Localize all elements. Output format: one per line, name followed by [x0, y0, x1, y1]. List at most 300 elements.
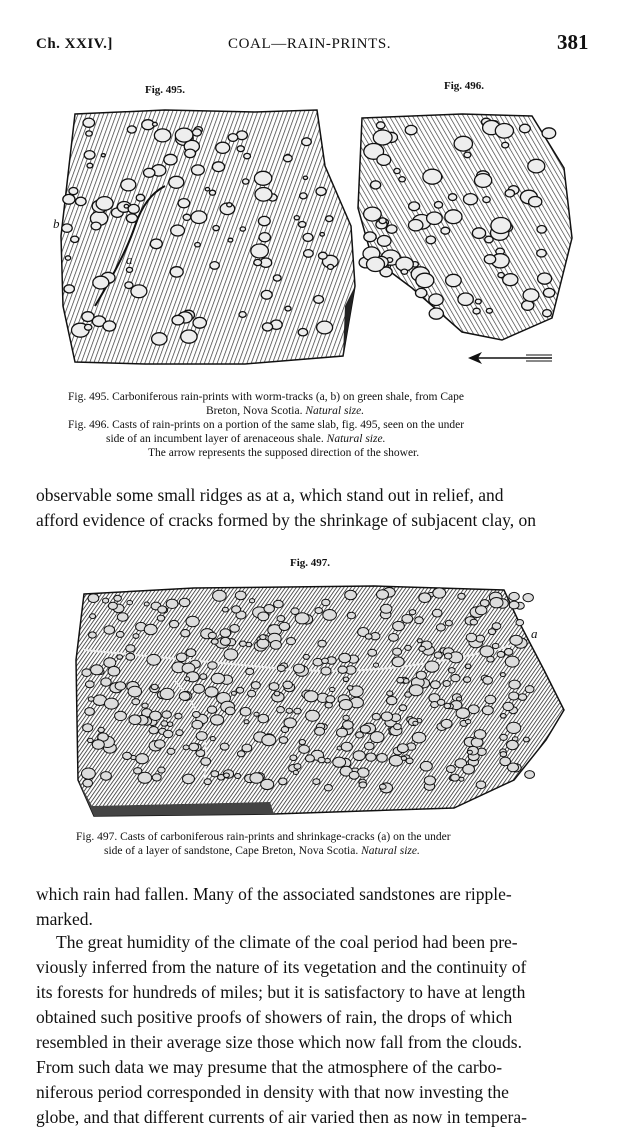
rain-print-pit	[505, 190, 514, 197]
rain-print-pit	[429, 294, 443, 306]
text-line: From such data we may presume that the atmosphere of the carbo-	[36, 1057, 503, 1077]
paragraph-2	[36, 882, 596, 932]
text-line: viously inferred from the nature of its vegetation and the continuity of	[36, 957, 527, 977]
rain-print-pit	[360, 725, 370, 733]
rain-print-pit	[116, 631, 124, 637]
rain-print-pit	[279, 622, 289, 630]
rain-print-pit	[426, 236, 436, 244]
rain-print-pit	[339, 700, 352, 710]
rain-print-pit	[304, 250, 314, 258]
rain-print-pit	[82, 768, 96, 779]
rain-print-pit	[299, 745, 310, 753]
rain-print-pit	[158, 606, 167, 613]
rain-print-pit	[232, 606, 241, 613]
rain-print-pit	[402, 615, 413, 624]
rain-print-pit	[259, 233, 270, 242]
rain-print-pit	[463, 765, 475, 775]
rain-print-pit	[364, 207, 382, 221]
rain-print-pit	[262, 323, 272, 331]
rain-print-pit	[166, 599, 178, 608]
running-title: COAL—RAIN-PRINTS.	[228, 36, 392, 52]
rain-print-pit	[436, 624, 445, 631]
rain-print-pit	[330, 687, 335, 691]
rain-print-pit	[251, 682, 260, 689]
rain-print-pit	[443, 681, 450, 687]
rain-print-pit	[316, 187, 326, 195]
fig-496-label: Fig. 496.	[444, 80, 485, 92]
rain-print-pit	[497, 651, 505, 657]
rain-print-pit	[373, 663, 378, 667]
fig-497-label: Fig. 497.	[290, 557, 331, 569]
rain-print-pit	[220, 637, 230, 645]
rain-print-pit	[133, 634, 139, 639]
rain-print-pit	[131, 285, 147, 298]
rain-print-pit	[492, 643, 499, 648]
rain-print-pit	[498, 273, 504, 278]
rain-print-pit	[115, 711, 127, 720]
rain-print-pit	[318, 757, 325, 763]
rain-print-pit	[211, 673, 224, 684]
rain-print-pit	[518, 694, 526, 701]
rain-print-pit	[447, 766, 456, 773]
rain-print-pit	[127, 600, 133, 604]
rain-print-pit	[89, 632, 97, 638]
rain-print-pit	[170, 620, 179, 627]
rain-print-pit	[220, 743, 229, 750]
rain-print-pit	[150, 711, 162, 720]
rain-print-pit	[186, 616, 199, 627]
rain-print-pit	[273, 275, 281, 281]
rain-print-pit	[315, 608, 323, 614]
rain-print-pit	[269, 683, 279, 691]
rain-print-pit	[285, 306, 291, 311]
rain-print-pit	[405, 125, 417, 134]
rain-print-pit	[261, 290, 272, 299]
rain-print-pit	[397, 744, 408, 753]
rain-print-pit	[319, 252, 328, 259]
caption-line: Fig. 496. Casts of rain-prints on a portion of the same slab, fig. 495, seen on the under	[68, 419, 465, 431]
rain-print-pit	[399, 177, 406, 182]
rain-print-pit	[205, 687, 218, 697]
rain-print-pit	[101, 154, 105, 157]
rain-print-pit	[529, 197, 542, 207]
rain-print-pit	[211, 639, 218, 644]
rain-print-pit	[183, 745, 189, 750]
rain-print-pit	[528, 159, 545, 173]
rain-print-pit	[114, 595, 122, 601]
rain-print-pit	[537, 249, 547, 257]
rain-print-pit	[417, 639, 422, 643]
rain-print-pit	[434, 652, 442, 658]
rain-print-pit	[343, 715, 349, 720]
rain-print-pit	[542, 128, 556, 139]
rain-print-pit	[434, 202, 442, 209]
text-line: niferous period corresponded in density with that now investing the	[36, 1082, 509, 1102]
rain-print-pit	[294, 708, 301, 714]
rain-print-pit	[185, 149, 196, 158]
rain-print-pit	[507, 740, 519, 749]
rain-print-pit	[377, 590, 389, 600]
rain-print-pit	[377, 154, 391, 165]
rain-print-pit	[191, 211, 207, 224]
rain-print-pit	[304, 691, 318, 702]
rain-print-pit	[366, 753, 376, 761]
text-line: The great humidity of the climate of the coal period had been pre-	[56, 932, 518, 952]
rain-print-pit	[324, 785, 332, 791]
rain-print-pit	[365, 742, 375, 750]
rain-print-pit	[237, 146, 244, 152]
rain-print-pit	[86, 131, 93, 136]
rain-print-pit	[129, 715, 141, 725]
rain-print-pit	[483, 676, 493, 684]
rain-print-pit	[379, 218, 386, 224]
rain-print-pit	[432, 609, 442, 617]
rain-print-pit	[179, 598, 190, 606]
rain-print-pit	[467, 750, 472, 754]
rain-print-pit	[250, 773, 263, 784]
rain-print-pit	[104, 626, 115, 634]
rain-print-pit	[476, 635, 485, 642]
rain-print-pit	[409, 685, 423, 696]
rain-print-pit	[183, 774, 195, 784]
rain-print-pit	[277, 707, 285, 713]
rain-print-pit	[103, 321, 116, 331]
rain-print-pit	[364, 232, 376, 242]
rain-print-pit	[429, 308, 443, 319]
rain-print-pit	[509, 592, 519, 600]
rain-print-pit	[320, 233, 324, 237]
rain-print-pit	[333, 757, 346, 767]
rain-print-pit	[341, 742, 352, 751]
rain-print-pit	[466, 633, 476, 641]
rain-print-pit	[465, 664, 471, 669]
rain-print-pit	[347, 686, 353, 691]
rain-print-pit	[224, 773, 230, 778]
rain-print-pit	[136, 754, 149, 764]
rain-print-pit	[295, 613, 309, 624]
rain-print-pit	[299, 740, 305, 745]
rain-print-pit	[416, 288, 427, 297]
rain-print-pit	[210, 737, 215, 741]
rain-print-pit	[306, 710, 320, 721]
rain-print-pit	[387, 696, 397, 704]
rain-print-pit	[179, 692, 190, 701]
rain-print-pit	[503, 274, 518, 286]
rain-print-pit	[212, 162, 224, 172]
shower-direction-arrow-icon	[466, 350, 556, 366]
rain-print-pit	[151, 684, 158, 689]
rain-print-pit	[155, 740, 166, 749]
rain-print-pit	[254, 259, 262, 265]
rain-print-pit	[448, 194, 456, 201]
rain-print-pit	[98, 727, 104, 732]
rain-print-pit	[164, 154, 177, 165]
rain-print-pit	[416, 273, 434, 287]
rain-print-pit	[274, 691, 280, 696]
rain-print-pit	[91, 222, 101, 230]
rain-print-pit	[431, 681, 441, 689]
rain-print-pit	[63, 194, 75, 204]
rain-print-pit	[246, 668, 254, 674]
rain-print-pit	[500, 714, 506, 719]
rain-print-pit	[538, 273, 552, 284]
rain-print-pit	[464, 152, 471, 158]
fig-495-label: Fig. 495.	[145, 84, 186, 96]
rain-print-pit	[220, 629, 231, 637]
rain-print-pit	[458, 293, 473, 305]
rain-print-pit	[236, 687, 243, 693]
rain-print-pit	[389, 634, 399, 642]
rain-print-pit	[126, 267, 132, 272]
caption-line	[68, 404, 568, 418]
rain-print-pit	[86, 681, 95, 688]
rain-print-pit	[240, 707, 251, 716]
rain-print-pit	[401, 269, 408, 274]
text-line: its forests for hundreds of miles; but it is satisfactory to have at length	[36, 982, 526, 1002]
rain-print-pit	[96, 197, 113, 211]
rain-print-pit	[162, 711, 171, 718]
rain-print-pit	[192, 129, 201, 136]
rain-print-pit	[507, 722, 521, 733]
rain-print-pit	[175, 128, 193, 142]
rain-print-pit	[441, 719, 452, 728]
rain-print-pit	[246, 642, 252, 647]
caption-text: side of a layer of sandstone, Cape Breton, Nova Scotia.	[104, 845, 359, 857]
rain-print-pit	[183, 214, 191, 220]
rain-print-pit	[181, 330, 197, 343]
page-number: 381	[557, 30, 589, 54]
rain-print-pit	[349, 771, 359, 779]
rain-print-pit	[543, 288, 554, 297]
rain-print-pit	[152, 774, 161, 781]
rain-print-pit	[419, 646, 426, 651]
rain-print-pit	[397, 677, 404, 683]
rain-print-pit	[470, 619, 477, 625]
rain-print-pit	[192, 165, 205, 175]
rain-print-pit	[274, 600, 284, 608]
rain-print-pit	[505, 649, 513, 656]
caption-line: Fig. 495. Carboniferous rain-prints with worm-tracks (a, b) on green shale, from Cape	[68, 391, 465, 403]
rain-print-pit	[178, 199, 190, 208]
rain-print-pit	[254, 171, 271, 185]
rain-print-pit	[193, 712, 201, 718]
rain-print-pit	[322, 599, 330, 606]
rain-print-pit	[154, 129, 170, 142]
rain-print-pit	[313, 779, 320, 785]
rain-print-pit	[138, 772, 152, 783]
rain-print-pit	[516, 620, 524, 626]
rain-print-pit	[121, 179, 136, 191]
rain-print-pit	[126, 645, 135, 652]
rain-print-pit	[367, 257, 385, 271]
rain-print-pit	[394, 724, 402, 730]
rain-print-pit	[300, 193, 307, 199]
rain-print-pit	[458, 593, 465, 599]
rain-print-pit	[228, 238, 233, 242]
rain-print-pit	[255, 188, 272, 202]
rain-print-pit	[149, 727, 158, 734]
rain-print-pit	[409, 220, 423, 231]
rain-print-pit	[88, 738, 94, 742]
rain-print-pit	[161, 721, 168, 726]
rain-print-pit	[343, 677, 349, 682]
rain-print-pit	[537, 226, 546, 234]
rain-print-pit	[543, 310, 552, 317]
rain-print-pit	[445, 653, 452, 659]
rain-print-pit	[389, 755, 402, 766]
rain-print-pit	[144, 624, 157, 634]
rain-print-pit	[227, 203, 232, 207]
rain-print-pit	[294, 764, 301, 770]
rain-print-pit	[142, 703, 148, 708]
rain-print-pit	[167, 748, 175, 754]
rain-print-pit	[124, 204, 128, 208]
rain-print-pit	[480, 646, 494, 657]
rain-print-pit	[359, 782, 367, 788]
rain-print-pit	[451, 674, 460, 681]
rain-print-pit	[208, 662, 217, 669]
rain-print-pit	[523, 289, 539, 302]
rain-print-pit	[500, 752, 507, 757]
caption-line	[68, 432, 568, 446]
rain-print-pit	[475, 174, 492, 188]
rain-print-pit	[373, 130, 392, 145]
rain-print-pit	[492, 623, 501, 630]
caption-text: Breton, Nova Scotia.	[206, 405, 303, 417]
rain-print-pit	[339, 653, 351, 662]
rain-print-pit	[449, 668, 456, 673]
rain-print-pit	[93, 276, 109, 289]
rain-print-pit	[495, 124, 513, 139]
rain-print-pit	[406, 758, 413, 764]
rain-print-pit	[176, 730, 183, 736]
rain-print-pit	[303, 654, 309, 659]
rain-print-pit	[345, 590, 357, 599]
rain-print-pit	[83, 779, 93, 787]
rain-print-pit	[464, 194, 478, 205]
rain-print-pit	[164, 730, 173, 738]
rain-print-pit	[84, 151, 95, 160]
rain-print-pit	[157, 615, 164, 621]
rain-print-pit	[347, 612, 355, 619]
rain-print-pit	[444, 703, 451, 708]
rain-print-pit	[283, 155, 292, 162]
fig-497-illustration	[74, 580, 570, 820]
rain-print-pit	[413, 721, 418, 725]
rain-print-pit	[127, 126, 136, 133]
rain-print-pit	[474, 730, 486, 739]
caption-text: side of an incumbent layer of arenaceous shale.	[106, 433, 324, 445]
rain-print-pit	[490, 598, 503, 608]
rain-print-pit	[216, 142, 230, 153]
text-line: afford evidence of cracks formed by the shrinkage of subjacent clay, on	[36, 510, 537, 530]
rain-print-pit	[230, 625, 240, 633]
rain-print-pit	[337, 728, 348, 737]
rain-print-pit	[483, 197, 490, 203]
rain-print-pit	[136, 194, 144, 201]
rain-print-pit	[365, 634, 372, 639]
rain-print-pit	[277, 616, 285, 622]
rain-print-pit	[196, 732, 207, 741]
rain-print-pit	[258, 612, 269, 621]
rain-print-pit	[327, 264, 333, 269]
rain-print-pit	[172, 315, 184, 325]
caption-line: The arrow represents the supposed direction of the shower.	[148, 447, 420, 459]
rain-print-pit	[303, 233, 313, 241]
rain-print-pit	[195, 243, 201, 247]
rain-print-pit	[144, 168, 155, 177]
rain-print-pit	[204, 779, 211, 785]
rain-print-pit	[525, 771, 535, 779]
rain-print-pit	[160, 688, 174, 699]
caption-fig-495	[68, 390, 568, 460]
rain-print-pit	[258, 216, 270, 225]
rain-print-pit	[510, 635, 522, 645]
paragraph-3	[36, 930, 598, 1130]
rain-print-pit	[243, 179, 249, 184]
rain-print-pit	[401, 756, 406, 760]
rain-print-pit	[405, 645, 412, 650]
paragraph-1	[36, 483, 596, 533]
rain-print-pit	[76, 197, 87, 205]
caption-italic: Natural size.	[305, 405, 365, 417]
text-line: obtained such positive proofs of showers of rain, the drops of which	[36, 1007, 513, 1027]
rain-print-pit	[317, 321, 333, 334]
rain-print-pit	[423, 169, 442, 184]
rain-print-pit	[260, 635, 266, 640]
rain-print-pit	[248, 690, 256, 697]
rain-print-pit	[488, 629, 495, 635]
rain-print-pit	[153, 122, 158, 126]
rain-print-pit	[171, 225, 185, 236]
rain-print-pit	[101, 678, 111, 686]
rain-print-pit	[322, 658, 329, 663]
rain-print-pit	[338, 666, 347, 673]
rain-print-pit	[209, 190, 215, 195]
rain-print-pit	[371, 181, 381, 189]
rain-print-pit	[326, 216, 333, 222]
rain-print-pit	[399, 705, 407, 711]
rain-print-pit	[303, 176, 307, 179]
rain-print-pit	[523, 594, 533, 602]
fig-496-illustration	[352, 108, 577, 348]
rain-print-pit	[103, 598, 109, 603]
rain-print-pit	[381, 712, 392, 721]
rain-print-pit	[201, 758, 211, 766]
rain-print-pit	[258, 714, 269, 723]
fig-495-mark-b: b	[53, 216, 60, 231]
rain-print-pit	[393, 621, 405, 630]
rain-print-pit	[123, 752, 132, 759]
rain-print-pit	[293, 770, 298, 774]
rain-print-pit	[485, 695, 496, 704]
rain-print-pit	[451, 774, 460, 781]
rain-print-pit	[377, 754, 388, 763]
rain-print-pit	[208, 632, 216, 638]
rain-print-pit	[318, 640, 326, 647]
rain-print-pit	[71, 236, 79, 242]
rain-print-pit	[381, 604, 392, 613]
rain-print-pit	[386, 225, 397, 233]
rain-print-pit	[65, 256, 70, 260]
rain-print-pit	[235, 774, 241, 779]
text-line: resembled in their average size those which now fall from the clouds.	[36, 1032, 522, 1052]
rain-print-pit	[321, 667, 331, 675]
rain-print-pit	[64, 285, 74, 293]
rain-print-pit	[144, 602, 149, 606]
rain-print-pit	[240, 641, 247, 646]
rain-print-pit	[210, 262, 219, 270]
